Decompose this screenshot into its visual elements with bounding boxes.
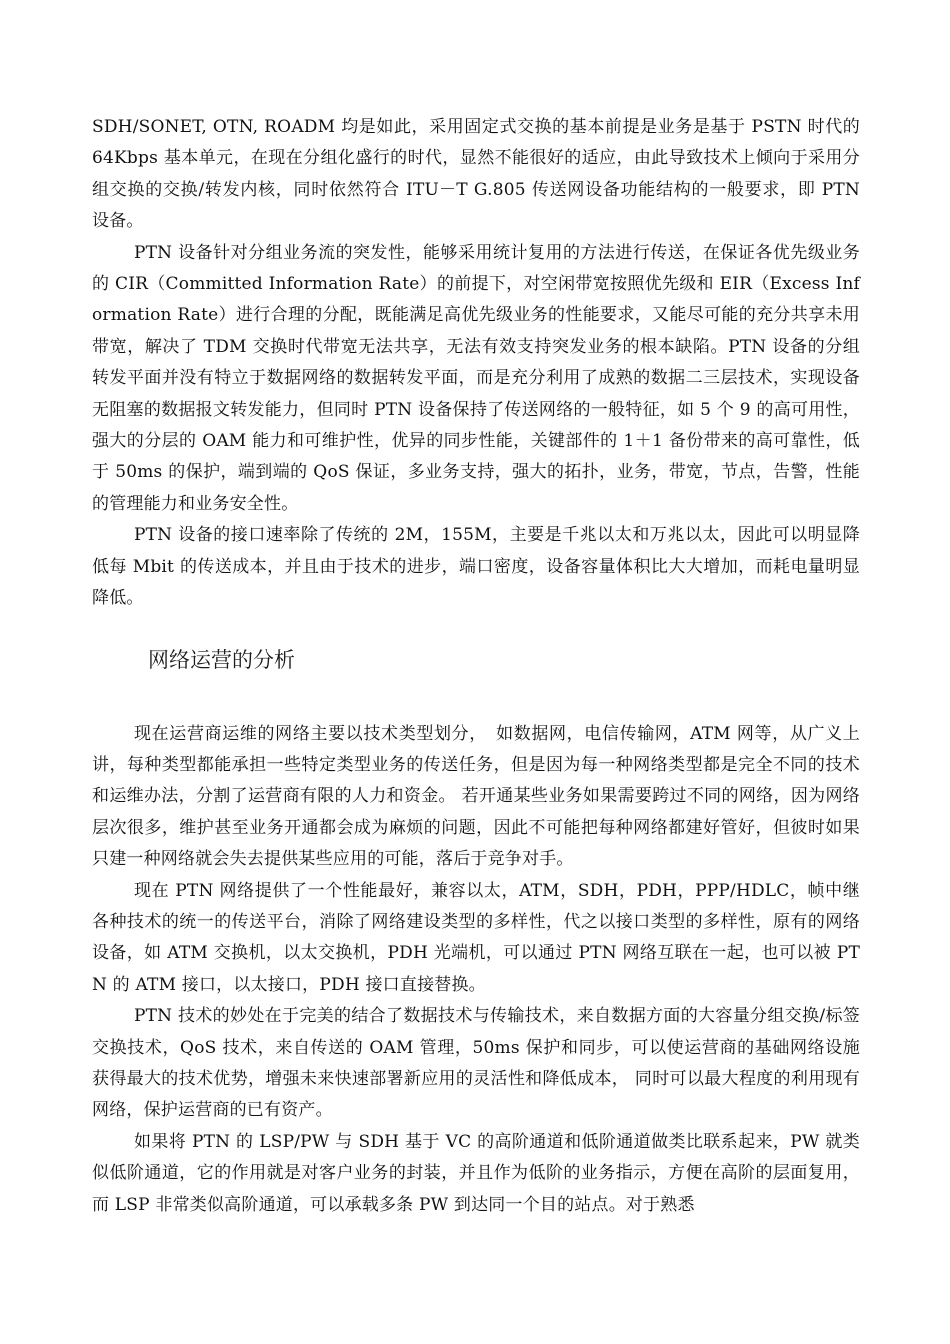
paragraph-ptn-statistical-multiplexing: PTN 设备针对分组业务流的突发性，能够采用统计复用的方法进行传送，在保证各优先级业务的 CIR（Committed Information Rate）的前提下，对空闲带宽按照优先级和 EIR（Excess Information Rate）进行合理的分配，既能满足高优先级业务的性能要求，又能尽可能的充分共享未用带宽，解决了 TDM 交换时代带宽无法共享，无法有效支持突发业务的根本缺陷。PTN 设备的分组转发平面并没有特立于数据网络的数据转发平面，而是充分利用了成熟的数据二三层技术，实现设备无阻塞的数据报文转发能力，但同时 PTN 设备保持了传送网络的一般特征，如 5 个 9 的高可用性，强大的分层的 OAM 能力和可维护性，优异的同步性能，关键部件的 1＋1 备份带来的高可靠性，低于 50ms 的保护，端到端的 QoS 保证，多业务支持，强大的拓扑，业务，带宽，节点，告警，性能的管理能力和业务安全性。: [92, 242, 861, 514]
paragraph-ptn-interface-rates: PTN 设备的接口速率除了传统的 2M，155M，主要是千兆以太和万兆以太，因此可以明显降低每 Mbit 的传送成本，并且由于技术的进步，端口密度，设备容量体积比大大增加，而耗电量明显降低。: [92, 525, 860, 609]
paragraph-ptn-advantages: PTN 技术的妙处在于完美的结合了数据技术与传输技术，来自数据方面的大容量分组交换/标签交换技术，QoS 技术，来自传送的 OAM 管理，50ms 保护和同步，可以使运营商的基础网络设施获得最大的技术优势，增强未来快速部署新应用的灵活性和降低成本， 同时可以最大程度的利用现有网络，保护运营商的已有资产。: [92, 1006, 860, 1121]
section-heading-network-operation: 网络运营的分析: [148, 647, 295, 672]
paragraph-operator-networks: 现在运营商运维的网络主要以技术类型划分， 如数据网，电信传输网，ATM 网等，从广义上讲，每种类型都能承担一些特定类型业务的传送任务，但是因为每一种网络类型都是完全不同的技术和运维办法，分割了运营商有限的人力和资金。 若开通某些业务如果需要跨过不同的网络，因为网络层次很多，维护甚至业务开通都会成为麻烦的问题，因此不可能把每种网络都建好管好，但彼时如果只建一种网络就会失去提供某些应用的可能，落后于竞争对手。: [92, 723, 860, 870]
paragraph-lsp-pw-analogy: 如果将 PTN 的 LSP/PW 与 SDH 基于 VC 的高阶通道和低阶通道做类比联系起来，PW 就类似低阶通道，它的作用就是对客户业务的封装，并且作为低阶的业务指示，方便在高阶的层面复用，而 LSP 非常类似高阶通道，可以承载多条 PW 到达同一个目的站点。对于熟悉: [92, 1131, 860, 1215]
paragraph-ptn-unified-platform: 现在 PTN 网络提供了一个性能最好，兼容以太，ATM，SDH，PDH，PPP/HDLC，帧中继各种技术的统一的传送平台，消除了网络建设类型的多样性，代之以接口类型的多样性，原有的网络设备，如 ATM 交换机，以太交换机，PDH 光端机，可以通过 PTN 网络互联在一起，也可以被 PTN 的 ATM 接口，以太接口，PDH 接口直接替换。: [92, 880, 860, 995]
paragraph-sdh-sonet-intro: SDH/SONET, OTN, ROADM 均是如此，采用固定式交换的基本前提是业务是基于 PSTN 时代的 64Kbps 基本单元，在现在分组化盛行的时代，显然不能很好的适应，由此导致技术上倾向于采用分组交换的交换/转发内核，同时依然符合 ITU－T G.805 传送网设备功能结构的一般要求，即 PTN 设备。: [92, 117, 860, 232]
document-body: [92, 112, 860, 1221]
